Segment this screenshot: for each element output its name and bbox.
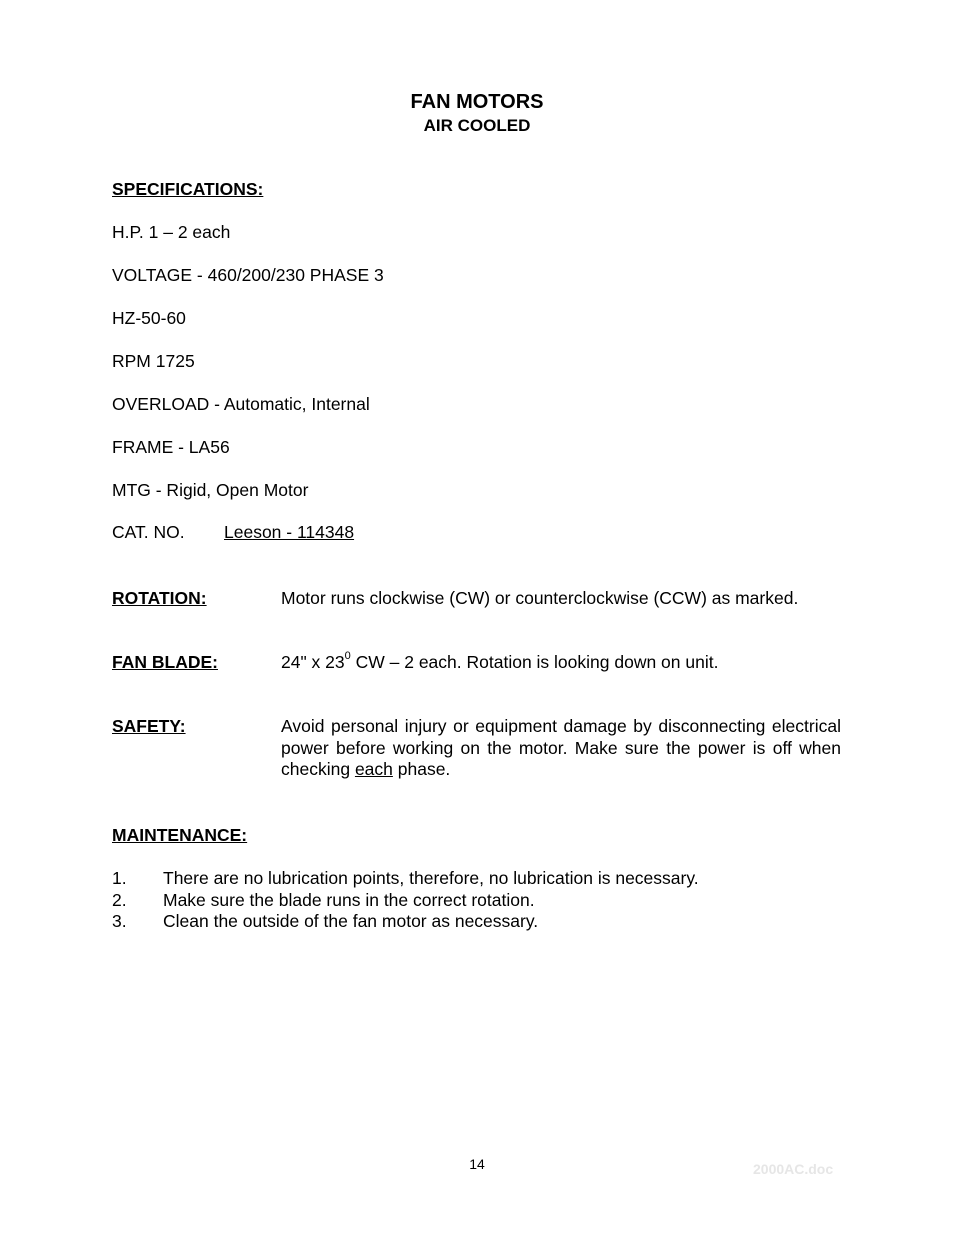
- spec-line-overload: OVERLOAD - Automatic, Internal: [112, 394, 370, 414]
- maintenance-heading: MAINTENANCE:: [112, 825, 248, 845]
- document-filename: 2000AC.doc: [753, 1161, 834, 1177]
- fan-blade-text-after: CW – 2 each. Rotation is looking down on unit.: [350, 652, 719, 672]
- fan-blade-text-before: 24" x 23: [281, 652, 345, 672]
- fan-blade-degree-superscript: 0: [344, 650, 351, 663]
- rotation-text: Motor runs clockwise (CW) or counterclockwise (CCW) as marked.: [281, 588, 799, 608]
- maintenance-item-text: Make sure the blade runs in the correct rotation.: [163, 889, 535, 910]
- spec-line-hz: HZ-50-60: [112, 308, 186, 328]
- maintenance-item-number: 1.: [112, 868, 127, 888]
- spec-line-hp: H.P. 1 – 2 each: [112, 222, 231, 242]
- maintenance-item-text: There are no lubrication points, therefore, no lubrication is necessary.: [163, 868, 699, 888]
- maintenance-item-number: 2.: [112, 889, 127, 910]
- spec-cat-value: Leeson - 114348: [224, 522, 355, 542]
- maintenance-item-text: Clean the outside of the fan motor as necessary.: [163, 911, 539, 931]
- page-subtitle: AIR COOLED: [423, 116, 531, 135]
- safety-text-underlined: each: [354, 759, 393, 779]
- specifications-heading: SPECIFICATIONS:: [112, 179, 264, 199]
- spec-cat-label: CAT. NO.: [112, 522, 185, 542]
- spec-line-frame: FRAME - LA56: [112, 437, 230, 457]
- safety-text-after: phase.: [392, 759, 451, 779]
- page-title: FAN MOTORS: [410, 91, 544, 113]
- safety-text: [281, 716, 841, 781]
- page-number: 14: [469, 1156, 485, 1172]
- fan-blade-text: [281, 652, 718, 673]
- spec-line-rpm: RPM 1725: [112, 351, 195, 371]
- fan-blade-label: FAN BLADE:: [112, 652, 218, 672]
- safety-text-before: Avoid personal injury or equipment damage by disconnecting electrical power before working on the motor. Make sure the power is off when checking: [281, 716, 841, 779]
- maintenance-item-number: 3.: [112, 911, 127, 931]
- safety-label: SAFETY:: [112, 716, 186, 736]
- rotation-label: ROTATION:: [112, 588, 207, 608]
- spec-line-voltage: VOLTAGE - 460/200/230 PHASE 3: [112, 265, 384, 285]
- spec-line-mtg: MTG - Rigid, Open Motor: [112, 480, 309, 500]
